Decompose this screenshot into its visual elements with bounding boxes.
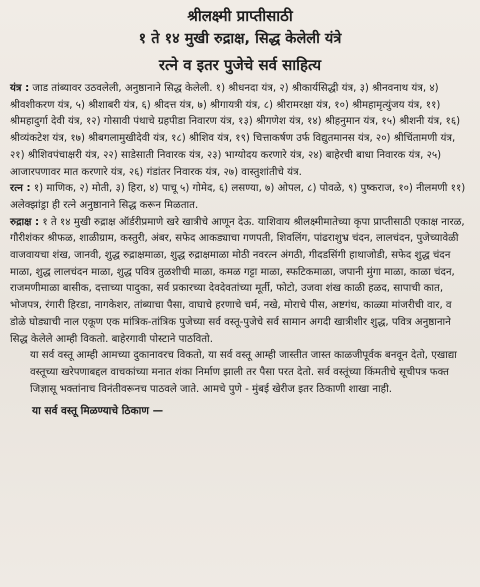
body-text [10, 81, 470, 398]
ratna-section [10, 181, 470, 214]
rudraksha-label: रुद्राक्ष : [10, 216, 40, 228]
heading-line-3: रत्ने व इतर पुजेचे सर्व साहित्य [158, 56, 322, 74]
footer-address-heading: या सर्व वस्तू मिळण्याचे ठिकाण — [32, 405, 164, 418]
rudraksha-section [10, 215, 470, 349]
yantra-label: यंत्र : [10, 83, 30, 94]
ratna-label: रत्न : [10, 183, 31, 195]
ratna-text: १) माणिक, २) मोती, ३) हिरा, ४) पाचू ५) गोमेद, ६) लसण्या, ७) ओपल, ८) पोवळे, ९) पुष्कराज, १०) नीलमणी ११) अलेक्झांड्रा ही रत्ने अनुष्ठानाने सिद्ध करून मिळतात. [10, 183, 466, 211]
yantra-text: जाड तांब्यावर उठवलेली, अनुष्ठानाने सिद्ध केलेली. १) श्रीधनदा यंत्र, २) श्रीकार्यसिद्धी यंत्र, ३) श्रीनवनाथ यंत्र, ४) श्रीवशीकरण यंत्र, ५) श्रीशाबरी यंत्र, ६) श्रीदत्त यंत्र, ७) श्रीगायत्री यंत्र, ८) श्रीरामरक्षा यंत्र, १०) श्रीमहामृत्युंजय यंत्र, ११) श्रीमहादुर्गा देवी यंत्र, १२) गोसावी पंथाचे ग्रहपीडा निवारण यंत्र, १३) श्रीगणेश यंत्र, १४) श्रीहनुमान यंत्र, १५) श्रीशनी यंत्र, १६) श्रीव्यंकटेश यंत्र, १७) श्रीबगलामुखीदेवी यंत्र, १८) श्रीशिव यंत्र, १९) चित्ताकर्षण उर्फ विद्युतमानस यंत्र, २०) श्रीचिंतामणी यंत्र, २१) श्रीशिवपंचाक्षरी यंत्र, २२) साडेसाती निवारक यंत्र, २३) भाग्योदय करणारे यंत्र, २४) बाहेरची बाधा निवारक यंत्र, २५) आजारपणावर मात करणारे यंत्र, २६) गंडांतर निवारक यंत्र, २७) वास्तुशांतीचे यंत्र. [10, 83, 461, 178]
rudraksha-text: १ ते १४ मुखी रुद्राक्ष ऑर्डरीप्रमाणे खरे खात्रीचे आणून देऊ. याशिवाय श्रीलक्ष्मीमातेच्या कृपा प्राप्तीसाठी एकाक्ष नारळ, गौरीशंकर श्रीफळ, शाळीग्राम, कस्तुरी, अंबर, सफेद आकड्याचा गणपती, शिवलिंग, पांढराशुभ्र चंदन, लालचंदन, पुजेच्यावेळी वाजवायचा शंख, जानवी, शुद्ध रुद्राक्षमाळा, शुद्ध रुद्राक्षमाळा मोठी नवरत्न अंगठी, गीदडसिंगी हाथाजोडी, सफेद शुद्ध चंदन माळा, शुद्ध लालचंदन माळा, शुद्ध पवित्र तुळशीची माळा, कमळ गट्टा माळा, स्फटिकमाळा, जपानी मुंगा माळा, काळा चंदन, राजमणीमाळा बासीक, दत्ताच्या पादुका, सर्व प्रकारच्या देवदेवतांच्या मूर्ती, फोटो, उजवा शंख काळी हळद, सापाची कात, भोजपत्र, रंगारी हिरडा, नागकेशर, तांब्याचा पैसा, वाघाचे हरणाचे चर्म, नखे, मोराचे पीस, अष्टगंध, काळ्या मांजरीची वार, व डोळे घोड्याची नाल एकूण एक मांत्रिक-तांत्रिक पुजेच्या सर्व वस्तू-पुजेचे सर्व सामान अगदी खात्रीशीर शुद्ध, पवित्र अनुष्ठानाने सिद्ध केलेले आम्ही विकतो. बाहेरगावी पोस्टाने पाठवितो. [10, 216, 465, 345]
yantra-section [10, 81, 470, 181]
notice-section: या सर्व वस्तू आम्ही आमच्या दुकानावरच विकतो, या सर्व वस्तू आम्ही जास्तीत जास्त काळजीपूर्वक बनवून देतो, एखाद्या वस्तूच्या खरेपणाबद्दल वाचकांच्या मनात शंका निर्माण झाली तर पैसा परत देतो. सर्व वस्तूंच्या किंमतीचे सूचीपत्र फक्त जिज्ञासू भक्तांनाच विनंतीवरूनच पाठवले जाते. आमचे पुणे - मुंबई खेरीज इतर ठिकाणी शाखा नाही. [30, 350, 457, 395]
heading-line-2: १ ते १४ मुखी रुद्राक्ष, सिद्ध केलेली यंत्रे [138, 31, 342, 47]
heading-line-1: श्रीलक्ष्मी प्राप्तीसाठी [187, 7, 293, 25]
